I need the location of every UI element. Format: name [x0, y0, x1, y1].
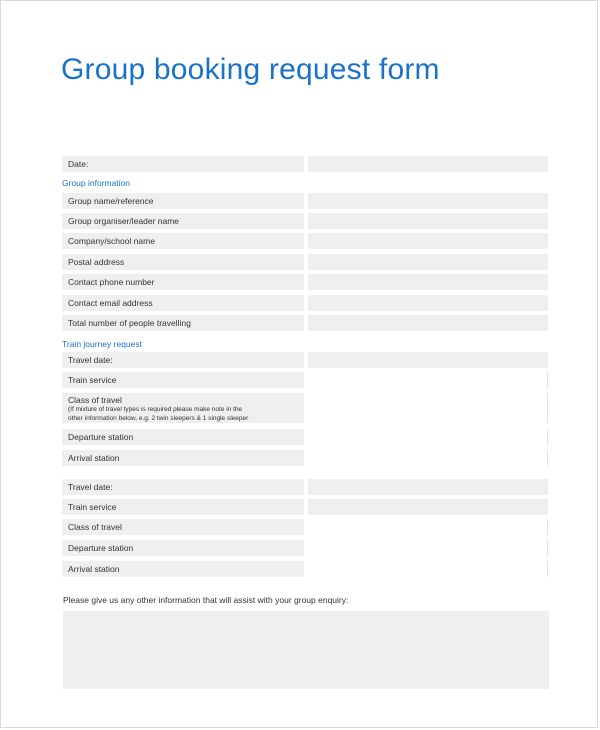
postal-address-label: Postal address — [62, 254, 304, 270]
date-label: Date: — [62, 156, 304, 172]
j2-train-service-label: Train service — [62, 499, 304, 515]
j2-train-service-field[interactable] — [308, 499, 548, 515]
total-people-field[interactable] — [308, 315, 548, 331]
group-information-heading: Group information — [62, 178, 131, 188]
contact-phone-label: Contact phone number — [62, 274, 304, 290]
j1-class-of-travel-field[interactable] — [308, 393, 548, 423]
class-note-line-1: (If mixture of travel types is required please make note in the — [68, 406, 243, 413]
date-field[interactable] — [308, 156, 548, 172]
contact-email-field[interactable] — [308, 295, 548, 311]
j2-arrival-field[interactable] — [308, 561, 548, 577]
train-journey-heading: Train journey request — [62, 339, 143, 349]
group-organiser-field[interactable] — [308, 213, 548, 229]
j1-travel-date-label: Travel date: — [62, 352, 304, 368]
j2-arrival-label: Arrival station — [62, 561, 304, 577]
group-name-field[interactable] — [308, 193, 548, 209]
j1-class-of-travel-label — [62, 393, 304, 423]
group-organiser-label: Group organiser/leader name — [62, 213, 304, 229]
postal-address-field[interactable] — [308, 254, 548, 270]
other-info-textarea[interactable] — [63, 611, 549, 689]
j1-arrival-label: Arrival station — [62, 450, 304, 466]
class-of-travel-text: Class of travel — [68, 395, 122, 405]
j1-departure-label: Departure station — [62, 429, 304, 445]
j1-train-service-label: Train service — [62, 372, 304, 388]
company-school-label: Company/school name — [62, 233, 304, 249]
contact-phone-field[interactable] — [308, 274, 548, 290]
other-info-prompt: Please give us any other information that will assist with your group enquiry: — [63, 595, 349, 605]
page-title: Group booking request form — [61, 53, 440, 86]
company-school-field[interactable] — [308, 233, 548, 249]
j1-arrival-field[interactable] — [308, 450, 548, 466]
j1-departure-field[interactable] — [308, 429, 548, 445]
j2-travel-date-field[interactable] — [308, 479, 548, 495]
j2-departure-field[interactable] — [308, 540, 548, 556]
j2-travel-date-label: Travel date: — [62, 479, 304, 495]
contact-email-label: Contact email address — [62, 295, 304, 311]
j1-train-service-field[interactable] — [308, 372, 548, 388]
j2-class-of-travel-label: Class of travel — [62, 519, 304, 535]
class-note-line-2: other information below, e.g. 2 twin sleepers & 1 single sleeper — [68, 415, 249, 422]
j1-travel-date-field[interactable] — [308, 352, 548, 368]
j2-departure-label: Departure station — [62, 540, 304, 556]
group-name-label: Group name/reference — [62, 193, 304, 209]
j2-class-of-travel-field[interactable] — [308, 519, 548, 535]
total-people-label: Total number of people travelling — [62, 315, 304, 331]
